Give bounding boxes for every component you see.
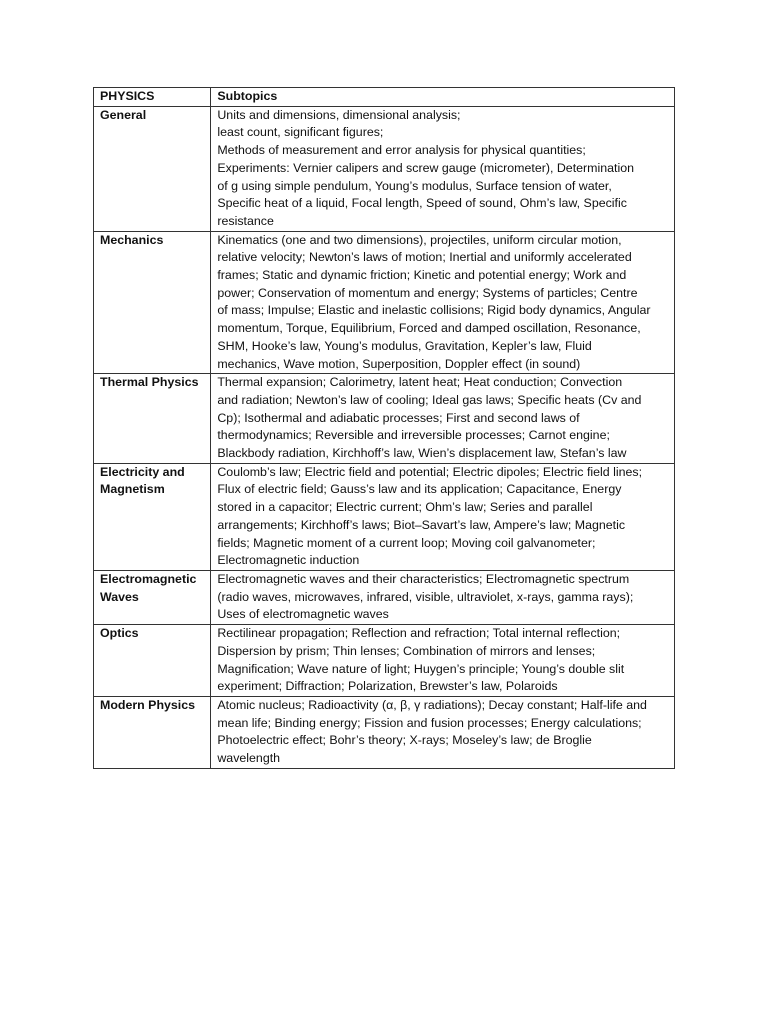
table-header-row: [94, 88, 675, 107]
table-row: [94, 231, 675, 374]
subtopics-line: Blackbody radiation, Kirchhoff’s law, Wien’s displacement law, Stefan’s law: [217, 446, 627, 461]
subtopics-line: Electromagnetic induction: [217, 553, 360, 568]
subtopics-line: Flux of electric field; Gauss’s law and its application; Capacitance, Energy: [217, 482, 622, 497]
subtopics-line: Electromagnetic waves and their characteristics; Electromagnetic spectrum: [217, 571, 630, 586]
subtopics-line: (radio waves, microwaves, infrared, visible, ultraviolet, x-rays, gamma rays);: [217, 589, 634, 604]
header-subtopics-cell: [211, 88, 675, 107]
topic-cell: [94, 463, 211, 570]
subtopics-line: Photoelectric effect; Bohr’s theory; X-rays; Moseley’s law; de Broglie: [217, 733, 592, 748]
subtopics-line: Atomic nucleus; Radioactivity (α, β, γ radiations); Decay constant; Half-life and: [217, 697, 647, 712]
topic-label: Thermal Physics: [100, 375, 199, 390]
subtopics-line: Thermal expansion; Calorimetry, latent heat; Heat conduction; Convection: [217, 375, 623, 390]
table-row: [94, 625, 675, 697]
subtopics-line: thermodynamics; Reversible and irreversible processes; Carnot engine;: [217, 428, 610, 443]
subtopics-line: Uses of electromagnetic waves: [217, 607, 389, 622]
topic-label: Waves: [100, 589, 139, 604]
physics-syllabus-table: [93, 87, 675, 769]
subtopics-cell: [211, 696, 675, 768]
subtopics-line: Magnification; Wave nature of light; Huygen’s principle; Young’s double slit: [217, 661, 625, 676]
header-topic-label: PHYSICS: [100, 89, 155, 103]
topic-label: Magnetism: [100, 482, 165, 497]
subtopics-line: of g using simple pendulum, Young’s modulus, Surface tension of water,: [217, 178, 612, 193]
subtopics-cell: [211, 106, 675, 231]
subtopics-line: Cp); Isothermal and adiabatic processes; First and second laws of: [217, 410, 580, 425]
table-row: [94, 463, 675, 570]
table-row: [94, 696, 675, 768]
subtopics-cell: [211, 625, 675, 697]
subtopics-line: mechanics, Wave motion, Superposition, Doppler effect (in sound): [217, 356, 581, 371]
topic-label: General: [100, 107, 147, 122]
subtopics-line: and radiation; Newton’s law of cooling; Ideal gas laws; Specific heats (Cv and: [217, 392, 642, 407]
subtopics-line: power; Conservation of momentum and energy; Systems of particles; Centre: [217, 285, 638, 300]
subtopics-line: Rectilinear propagation; Reflection and refraction; Total internal reflection;: [217, 626, 621, 641]
subtopics-line: relative velocity; Newton’s laws of motion; Inertial and uniformly accelerated: [217, 250, 632, 265]
subtopics-cell: [211, 570, 675, 624]
subtopics-line: stored in a capacitor; Electric current; Ohm’s law; Series and parallel: [217, 500, 593, 515]
topic-cell: [94, 374, 211, 464]
subtopics-line: Coulomb’s law; Electric field and potential; Electric dipoles; Electric field lines;: [217, 464, 643, 479]
subtopics-line: Methods of measurement and error analysis for physical quantities;: [217, 143, 586, 158]
subtopics-line: least count, significant figures;: [217, 125, 384, 140]
subtopics-line: resistance: [217, 213, 274, 228]
subtopics-line: SHM, Hooke’s law, Young’s modulus, Gravitation, Kepler’s law, Fluid: [217, 338, 592, 353]
subtopics-cell: [211, 463, 675, 570]
subtopics-line: fields; Magnetic moment of a current loop; Moving coil galvanometer;: [217, 535, 596, 550]
topic-label: Optics: [100, 626, 139, 641]
topic-cell: [94, 106, 211, 231]
subtopics-line: Experiments: Vernier calipers and screw gauge (micrometer), Determination: [217, 160, 634, 175]
topic-cell: [94, 625, 211, 697]
subtopics-line: Units and dimensions, dimensional analysis;: [217, 107, 461, 122]
topic-cell: [94, 231, 211, 374]
table-row: [94, 374, 675, 464]
header-subtopics-label: Subtopics: [217, 89, 278, 103]
subtopics-cell: [211, 374, 675, 464]
subtopics-line: frames; Static and dynamic friction; Kinetic and potential energy; Work and: [217, 268, 627, 283]
subtopics-line: of mass; Impulse; Elastic and inelastic collisions; Rigid body dynamics, Angular: [217, 303, 651, 318]
topic-cell: [94, 696, 211, 768]
subtopics-line: Specific heat of a liquid, Focal length, Speed of sound, Ohm’s law, Specific: [217, 196, 627, 211]
subtopics-line: wavelength: [217, 751, 281, 766]
subtopics-line: Kinematics (one and two dimensions), projectiles, uniform circular motion,: [217, 232, 622, 247]
topic-cell: [94, 570, 211, 624]
topic-label: Electricity and: [100, 464, 185, 479]
topic-label: Mechanics: [100, 232, 164, 247]
topic-label: Electromagnetic: [100, 571, 197, 586]
subtopics-line: arrangements; Kirchhoff’s laws; Biot–Savart’s law, Ampere’s law; Magnetic: [217, 517, 626, 532]
subtopics-line: Dispersion by prism; Thin lenses; Combination of mirrors and lenses;: [217, 643, 596, 658]
table-body: [94, 88, 675, 769]
topic-label: Modern Physics: [100, 697, 196, 712]
subtopics-line: momentum, Torque, Equilibrium, Forced and damped oscillation, Resonance,: [217, 321, 641, 336]
subtopics-cell: [211, 231, 675, 374]
table-row: [94, 106, 675, 231]
subtopics-line: mean life; Binding energy; Fission and fusion processes; Energy calculations;: [217, 715, 642, 730]
header-topic-cell: [94, 88, 211, 107]
subtopics-line: experiment; Diffraction; Polarization, Brewster’s law, Polaroids: [217, 679, 558, 694]
table-row: [94, 570, 675, 624]
